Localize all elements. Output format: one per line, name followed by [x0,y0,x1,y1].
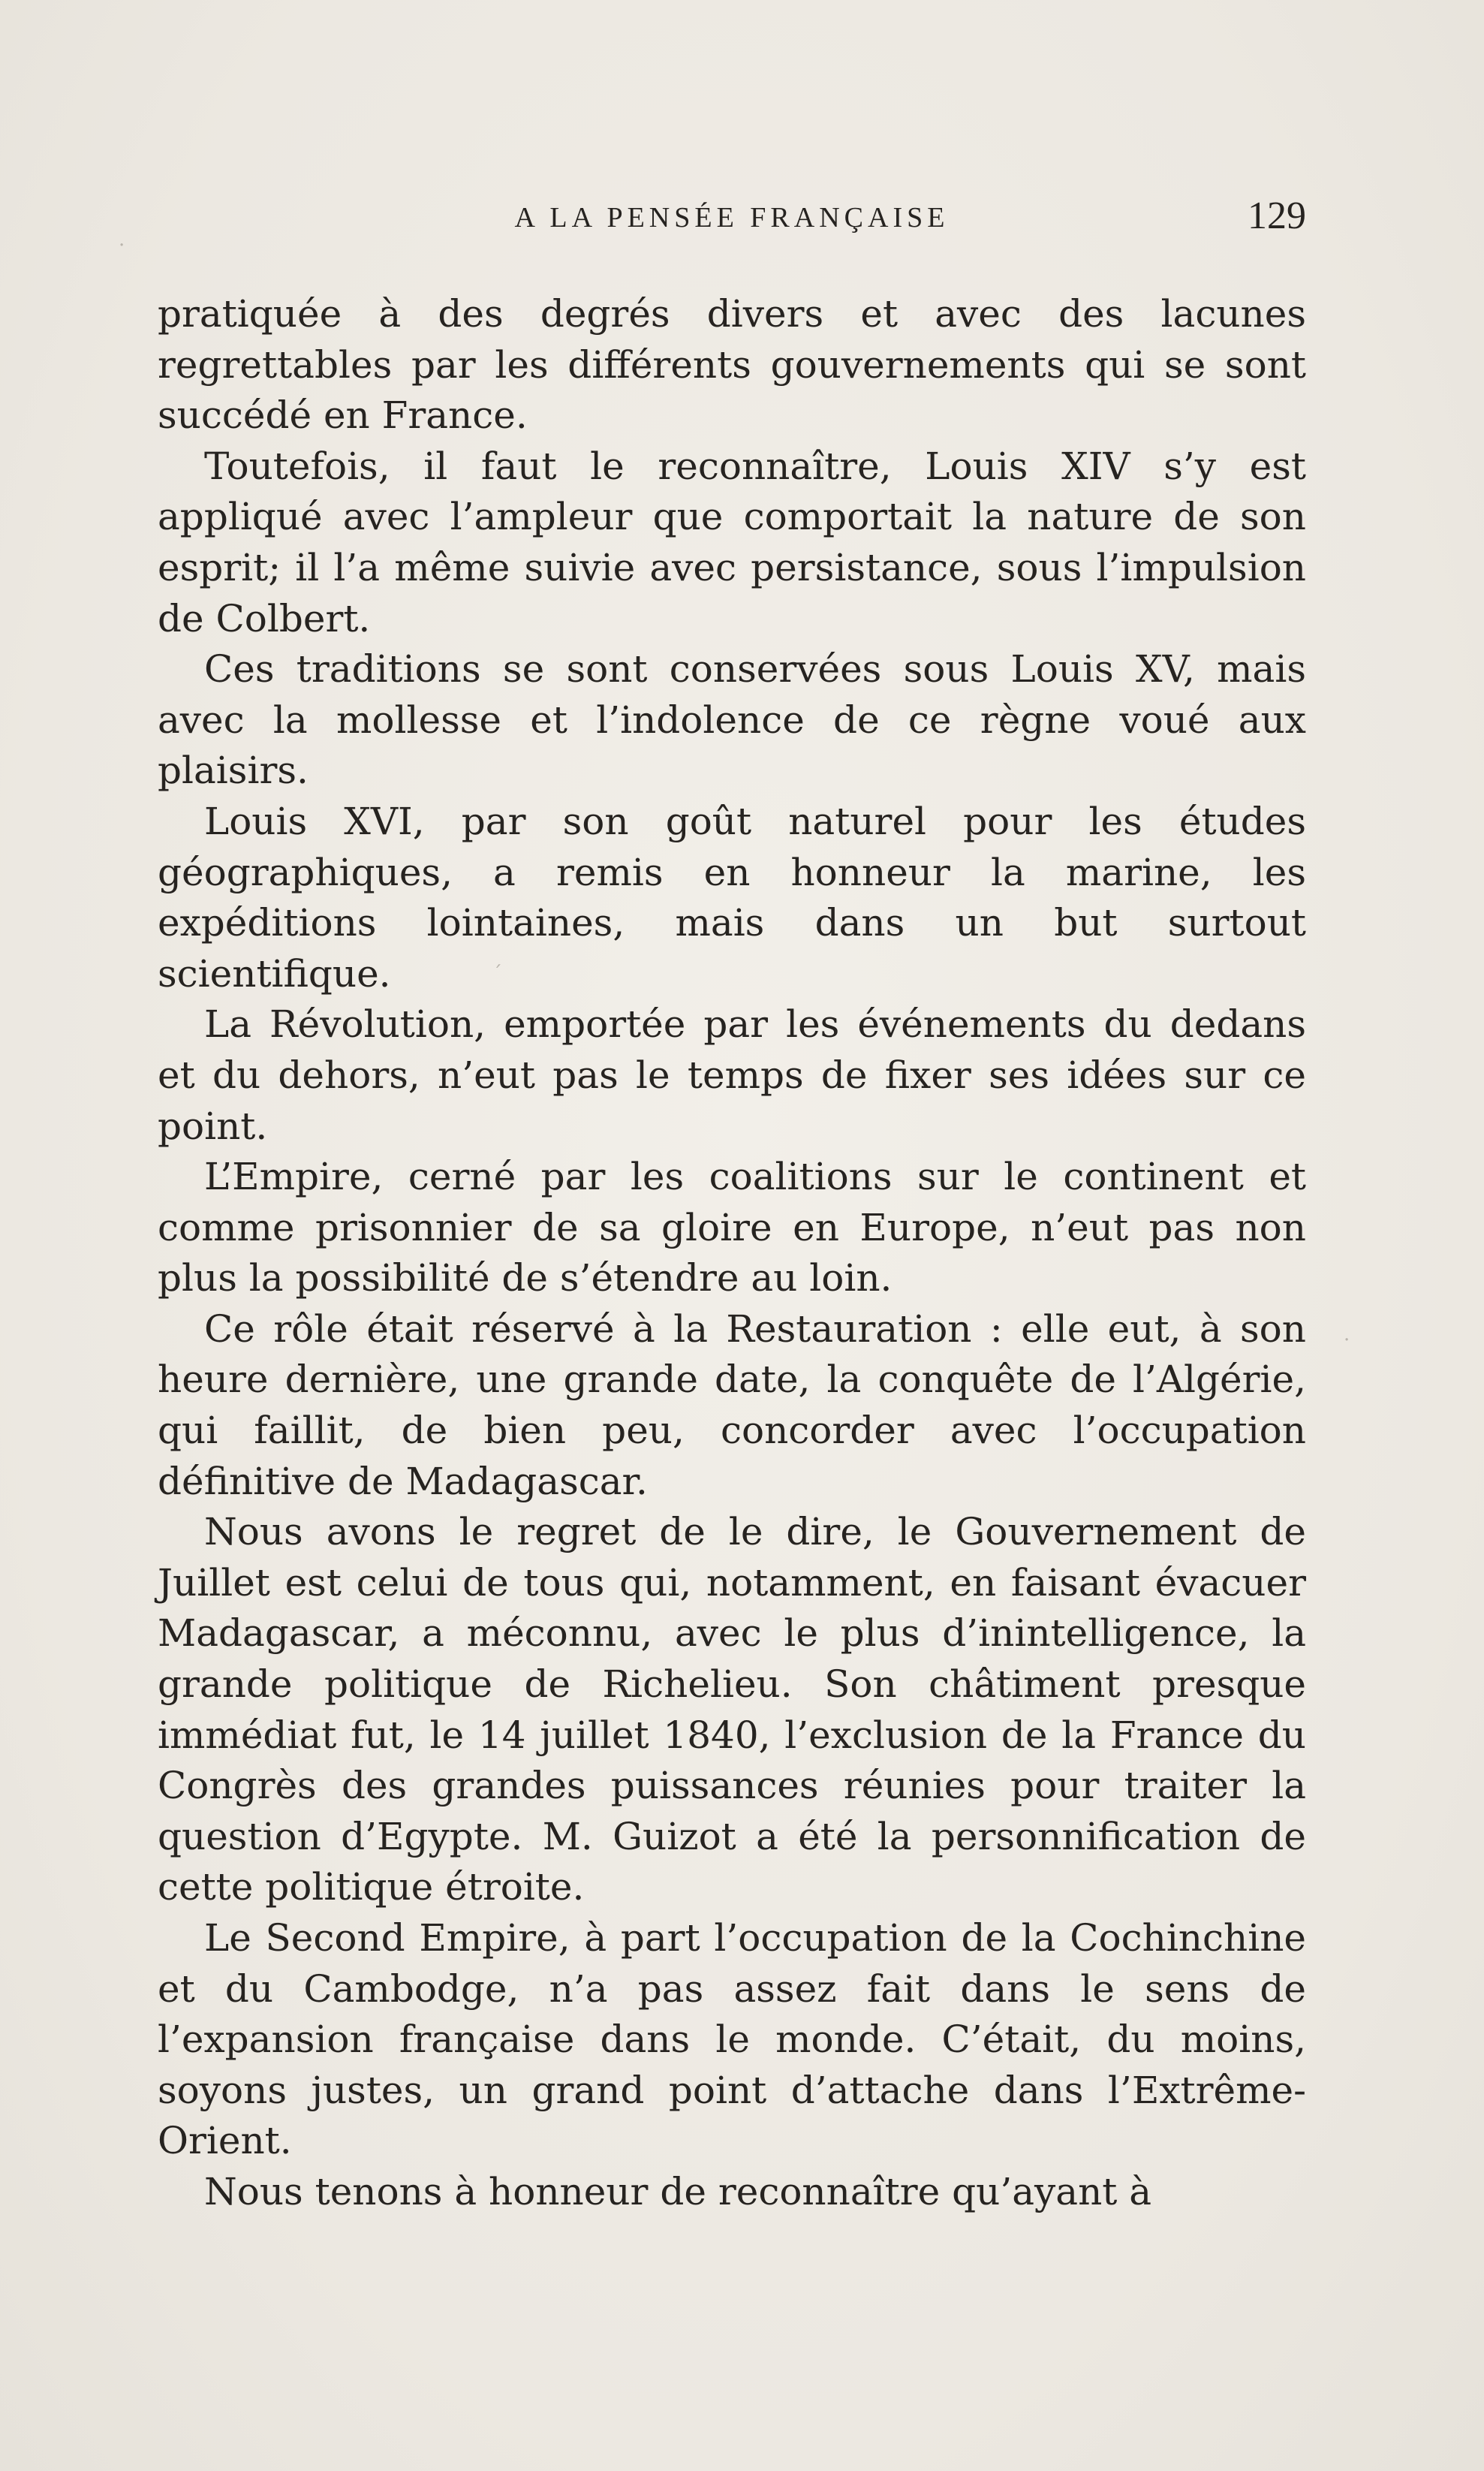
page-header [158,194,1306,246]
body-text [158,289,1306,2218]
page-number: 129 [1248,194,1306,237]
paragraph-louis-xv: Ces traditions se sont conservées sous Louis XV, mais avec la mollesse et l’indolence de ce règne voué aux plaisirs. [158,647,1306,793]
paragraph-revolution: La Révolution, emportée par les événements du dedans et du dehors, n’eut pas le temps de fixer ses idées sur ce point. [158,1002,1306,1148]
paragraph-continuation: pratiquée à des degrés divers et avec des lacunes regrettables par les différents gouvernements qui se sont succédé en France. [158,292,1306,438]
paragraph-second-empire: Le Second Empire, à part l’occupation de la Cochinchine et du Cambodge, n’a pas assez fait dans le sens de l’expansion française dans le monde. C’était, du moins, soyons justes, un grand point d’attache dans l’Extrême-Orient. [158,1916,1306,2163]
paper-speck: ´ [492,963,502,985]
running-title: A LA PENSÉE FRANÇAISE [514,202,950,234]
paragraph-gouvernement-juillet: Nous avons le regret de le dire, le Gouvernement de Juillet est celui de tous qui, notamment, en faisant évacuer Madagascar, a méconnu, avec le plus d’inintelligence, la grande politique de Richelieu. Son châtiment presque immédiat fut, le 14 juillet 1840, l’exclusion de la France du Congrès des grandes puissances réunies pour traiter la question d’Egypte. M. Guizot a été la personnification de cette politique étroite. [158,1510,1306,1909]
paragraph-louis-xvi: Louis XVI, par son goût naturel pour les études géographiques, a remis en honneur la marine, les expéditions lointaines, mais dans un but surtout scientifique. [158,799,1306,996]
paragraph-louis-xiv: Toutefois, il faut le reconnaître, Louis XIV s’y est appliqué avec l’ampleur que comportait la nature de son esprit; il l’a même suivie avec persistance, sous l’impulsion de Colbert. [158,444,1306,640]
paragraph-final: Nous tenons à honneur de reconnaître qu’ayant à [204,2169,1152,2213]
paragraph-restauration: Ce rôle était réservé à la Restauration : elle eut, à son heure dernière, une grande date, la conquête de l’Algérie, qui faillit, de bien peu, concorder avec l’occupation définitive de Madagascar. [158,1306,1306,1503]
paper-speck: · [1344,1329,1350,1352]
paper-speck: · [119,234,125,257]
paragraph-empire: L’Empire, cerné par les coalitions sur le continent et comme prisonnier de sa gloire en Europe, n’eut pas non plus la possibilité de s’étendre au loin. [158,1155,1306,1300]
